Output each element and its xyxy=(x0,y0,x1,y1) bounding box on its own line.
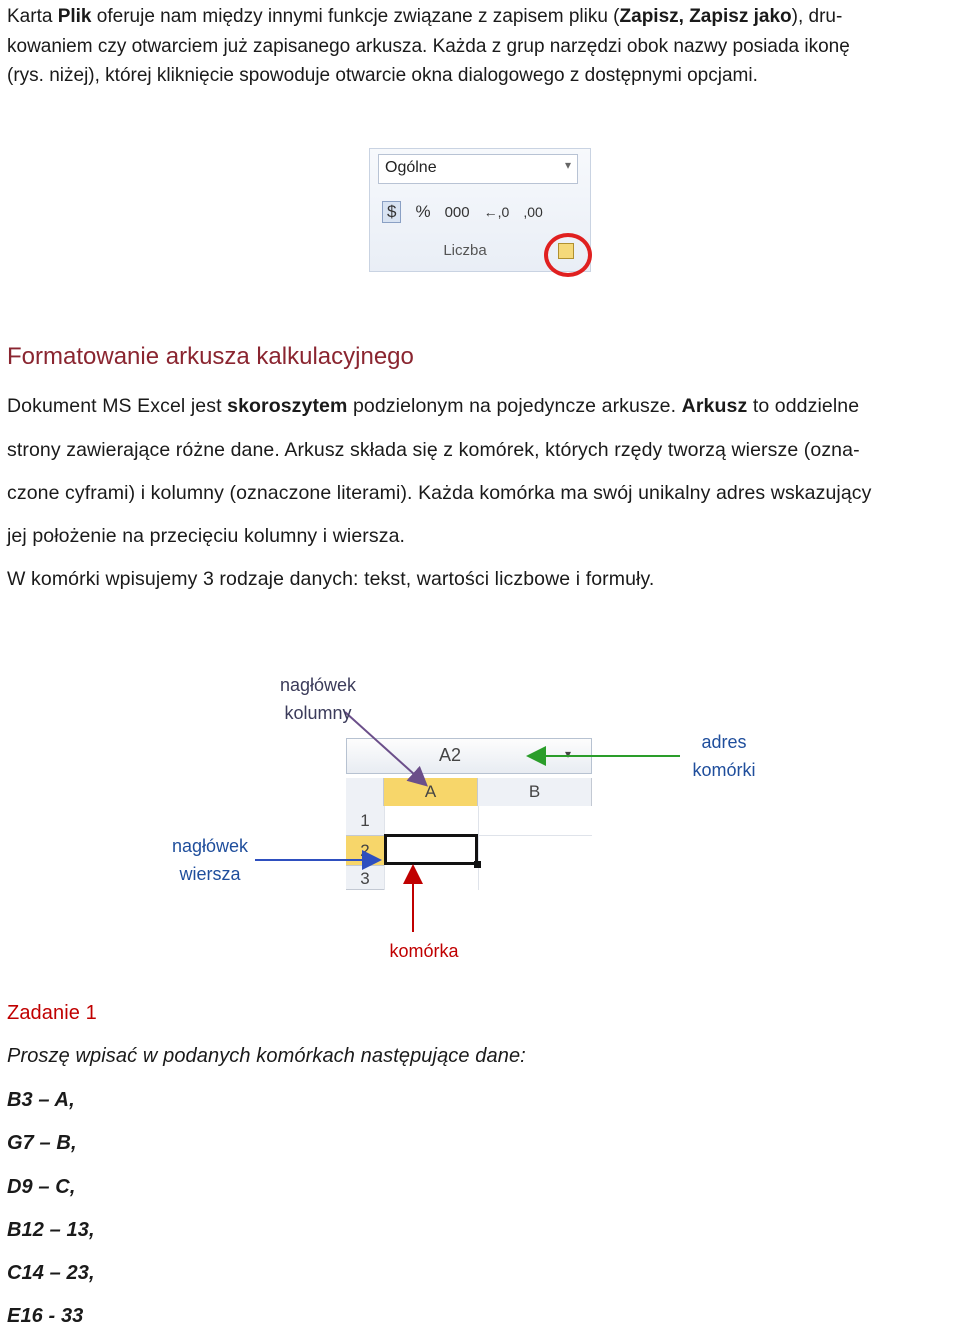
thousands-icon[interactable]: 000 xyxy=(444,203,470,221)
currency-icon[interactable]: $ xyxy=(382,201,401,223)
plik-term: Plik xyxy=(57,6,92,27)
chevron-down-icon: ▾ xyxy=(565,747,572,761)
label-cell: komórka xyxy=(389,941,459,961)
task-item-2: G7 – B, xyxy=(7,1132,77,1154)
number-format-combo[interactable]: Ogólne ▾ xyxy=(378,154,578,184)
task-item-1: B3 – A, xyxy=(7,1089,75,1111)
percent-icon[interactable]: % xyxy=(415,202,431,221)
task-item-4: B12 – 13, xyxy=(7,1219,95,1241)
row-header-1[interactable]: 1 xyxy=(346,806,384,836)
column-header-a[interactable]: A xyxy=(384,778,478,806)
intro-line-1: Karta Plik oferuje nam między innymi funkcje związane z zapisem pliku (Zapisz, Zapisz jako), dru- xyxy=(7,6,843,27)
column-header-b[interactable]: B xyxy=(478,778,592,806)
increase-decimal-icon[interactable]: ←,0 xyxy=(483,204,510,220)
row-header-2[interactable]: 2 xyxy=(346,836,384,866)
section-heading: Formatowanie arkusza kalkulacyjnego xyxy=(7,343,414,370)
task-item-3: D9 – C, xyxy=(7,1176,76,1198)
task-item-5: C14 – 23, xyxy=(7,1262,95,1284)
label-column-header: nagłówek kolumny xyxy=(279,675,357,723)
section-line-4: jej położenie na przecięciu kolumny i wiersza. xyxy=(7,525,406,547)
section-line-1: Dokument MS Excel jest skoroszytem podzielonym na pojedyncze arkusze. Arkusz to oddzielne xyxy=(7,395,860,417)
intro-line-2: kowaniem czy otwarciem już zapisanego arkusza. Każda z grup narzędzi obok nazwy posiada ikonę xyxy=(7,35,850,57)
section-line-2: strony zawierające różne dane. Arkusz składa się z komórek, których rzędy tworzą wiersze (ozna- xyxy=(7,439,860,461)
name-box[interactable]: A2 ▾ xyxy=(346,738,592,774)
section-line-5: W komórki wpisujemy 3 rodzaje danych: tekst, wartości liczbowe i formuły. xyxy=(7,568,655,590)
label-cell-address: adres komórki xyxy=(692,732,756,780)
task-instruction: Proszę wpisać w podanych komórkach następujące dane: xyxy=(7,1045,526,1067)
intro-line-3: (rys. niżej), której kliknięcie spowoduje otwarcie okna dialogowego z dostępnymi opcjami. xyxy=(7,65,758,86)
zapisz-terms: Zapisz, Zapisz jako xyxy=(619,6,792,27)
task-item-6: E16 - 33 xyxy=(7,1305,84,1327)
decrease-decimal-icon[interactable]: ,00 xyxy=(523,204,543,220)
group-label: Liczba xyxy=(443,242,487,259)
chevron-down-icon: ▾ xyxy=(564,158,571,172)
task-title: Zadanie 1 xyxy=(7,1002,97,1024)
label-row-header: nagłówek wiersza xyxy=(171,836,249,884)
section-line-3: czone cyframi) i kolumny (oznaczone literami). Każda komórka ma swój unikalny adres wskazujący xyxy=(7,482,872,504)
row-header-3[interactable]: 3 xyxy=(346,866,384,890)
